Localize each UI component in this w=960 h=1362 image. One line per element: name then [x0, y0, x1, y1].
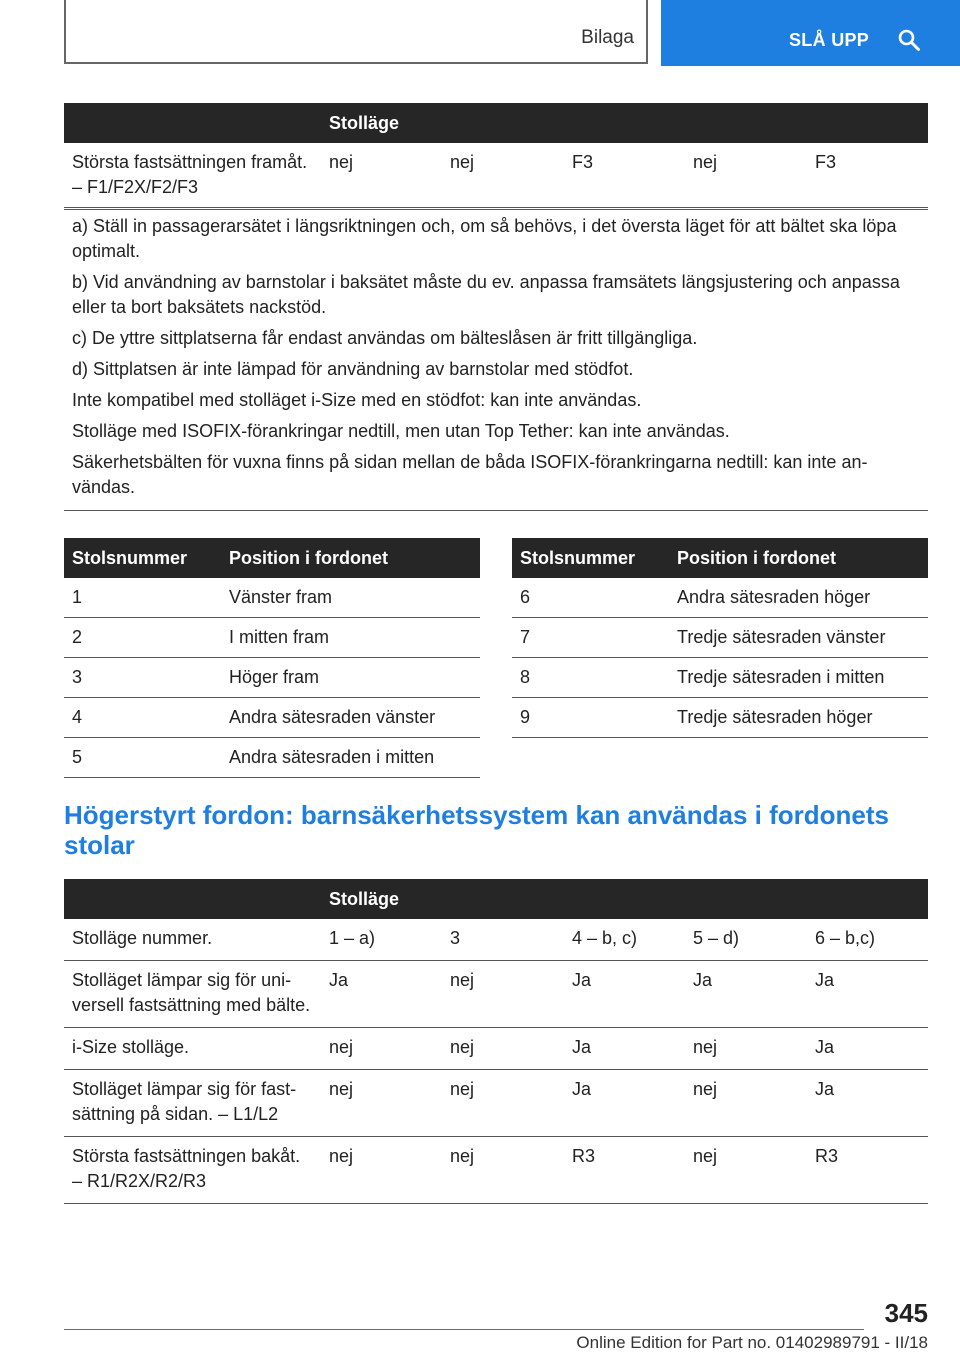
table-cell: 5 – d) — [685, 919, 807, 961]
footnote: a) Ställ in passagerarsätet i längsriktningen och, om så behövs, i det översta läget för att bältet ska löpa optimalt. — [72, 216, 897, 261]
table-cell: nej — [442, 961, 564, 1028]
column-header: Position i fordonet — [669, 538, 928, 578]
section-tab-label: Bilaga — [581, 27, 634, 48]
top-bar — [0, 0, 960, 66]
seat-position: I mitten fram — [221, 618, 480, 658]
footnotes — [64, 207, 928, 511]
table-cell: nej — [685, 143, 807, 210]
column-header: Position i fordonet — [221, 538, 480, 578]
table-header-blank — [64, 879, 321, 919]
table-cell: nej — [321, 1137, 442, 1204]
table-row — [64, 143, 928, 210]
section-tab[interactable] — [64, 0, 648, 64]
table-cell: R3 — [807, 1137, 928, 1204]
table-cell: nej — [685, 1070, 807, 1137]
table-cell: 1 – a) — [321, 919, 442, 961]
row-label: Största fastsättningen bakåt. – R1/R2X/R2/R3 — [64, 1137, 321, 1204]
table-cell: Ja — [807, 1070, 928, 1137]
table-header-title: Stolläge — [321, 879, 928, 919]
seat-number: 6 — [512, 578, 669, 618]
seat-number: 2 — [64, 618, 221, 658]
table-header-blank — [64, 103, 321, 143]
edition-link[interactable]: Online Edition for Part no. 01402989791 - II/18 — [576, 1333, 928, 1352]
seat-position: Andra sätesraden höger — [669, 578, 928, 618]
seat-position: Tredje sätesraden höger — [669, 698, 928, 738]
table-cell: Ja — [685, 961, 807, 1028]
table-cell: R3 — [564, 1137, 685, 1204]
table-header-row — [64, 538, 480, 578]
table-row — [64, 1028, 928, 1070]
search-button[interactable] — [661, 0, 960, 66]
table-cell: nej — [442, 1070, 564, 1137]
row-label: Stolläget lämpar sig för universell fastsättning med bälte. — [64, 961, 321, 1028]
seat-number: 8 — [512, 658, 669, 698]
column-header: Stolsnummer — [512, 538, 669, 578]
table-cell: 6 – b,c) — [807, 919, 928, 961]
table-cell: Ja — [564, 1070, 685, 1137]
table-row — [64, 1070, 928, 1137]
table-cell: Ja — [564, 961, 685, 1028]
row-label: Stolläget lämpar sig för fastsättning på sidan. – L1/L2 — [64, 1070, 321, 1137]
seat-number: 5 — [64, 738, 221, 778]
seat-number: 7 — [512, 618, 669, 658]
seat-position-table-top — [64, 103, 928, 210]
seat-position: Andra sätesraden i mitten — [221, 738, 480, 778]
table-row — [64, 961, 928, 1028]
table-cell: F3 — [807, 143, 928, 210]
table-cell: nej — [321, 1070, 442, 1137]
footnote: b) Vid användning av barnstolar i baksätet måste du ev. anpassa framsätets längsjustering och anpassa eller ta bort baksätets nackstöd. — [72, 272, 900, 317]
table-row — [512, 618, 928, 658]
seat-number: 4 — [64, 698, 221, 738]
row-label: i-Size stolläge. — [64, 1028, 321, 1070]
seat-number-table-left — [64, 538, 480, 778]
footnote: Säkerhetsbälten för vuxna finns på sidan mellan de båda ISOFIX-förankringarna nedtill: kan inte användas. — [72, 452, 868, 497]
table-cell: Ja — [321, 961, 442, 1028]
seat-number-table-right — [512, 538, 928, 738]
table-row — [64, 618, 480, 658]
table-cell: nej — [321, 143, 442, 210]
table-row — [512, 578, 928, 618]
table-cell: 4 – b, c) — [564, 919, 685, 961]
footnote: c) De yttre sittplatserna får endast användas om bälteslåsen är fritt tillgängliga. — [72, 328, 698, 348]
search-icon — [897, 28, 921, 52]
seat-position: Tredje sätesraden i mitten — [669, 658, 928, 698]
seat-number: 3 — [64, 658, 221, 698]
table-cell: F3 — [564, 143, 685, 210]
section-heading: Högerstyrt fordon: barnsäkerhetssystem kan användas i fordonets stolar — [64, 800, 890, 860]
page-number: 345 — [884, 1298, 928, 1328]
table-cell: nej — [685, 1137, 807, 1204]
search-label: SLÅ UPP — [789, 30, 870, 50]
footer-divider — [64, 1329, 864, 1330]
seat-number: 1 — [64, 578, 221, 618]
table-cell: Ja — [807, 1028, 928, 1070]
table-cell: nej — [442, 1028, 564, 1070]
table-cell: Ja — [807, 961, 928, 1028]
column-header: Stolsnummer — [64, 538, 221, 578]
footnote: Stolläge med ISOFIX-förankringar nedtill, men utan Top Tether: kan inte användas. — [72, 421, 730, 441]
seat-position: Tredje sätesraden vänster — [669, 618, 928, 658]
seat-number: 9 — [512, 698, 669, 738]
table-row — [512, 658, 928, 698]
table-row — [64, 1137, 928, 1204]
footnote: Inte kompatibel med stolläget i-Size med en stödfot: kan inte användas. — [72, 390, 642, 410]
table-header-title: Stolläge — [321, 103, 928, 143]
table-cell: Ja — [564, 1028, 685, 1070]
table-cell: nej — [442, 143, 564, 210]
table-cell: nej — [321, 1028, 442, 1070]
seat-position: Höger fram — [221, 658, 480, 698]
seat-position-table-bottom — [64, 879, 928, 1204]
table-row — [64, 698, 480, 738]
table-row — [64, 919, 928, 961]
table-cell: 3 — [442, 919, 564, 961]
table-row — [64, 738, 480, 778]
seat-position: Vänster fram — [221, 578, 480, 618]
row-label: Stolläge nummer. — [64, 919, 321, 961]
table-row — [512, 698, 928, 738]
table-cell: nej — [685, 1028, 807, 1070]
table-row — [64, 578, 480, 618]
footnote: d) Sittplatsen är inte lämpad för användning av barnstolar med stödfot. — [72, 359, 634, 379]
table-cell: nej — [442, 1137, 564, 1204]
table-header-row — [64, 879, 928, 919]
row-label: Största fastsättningen framåt. – F1/F2X/F2/F3 — [64, 143, 321, 210]
table-header-row — [64, 103, 928, 143]
table-header-row — [512, 538, 928, 578]
seat-position: Andra sätesraden vänster — [221, 698, 480, 738]
table-row — [64, 658, 480, 698]
